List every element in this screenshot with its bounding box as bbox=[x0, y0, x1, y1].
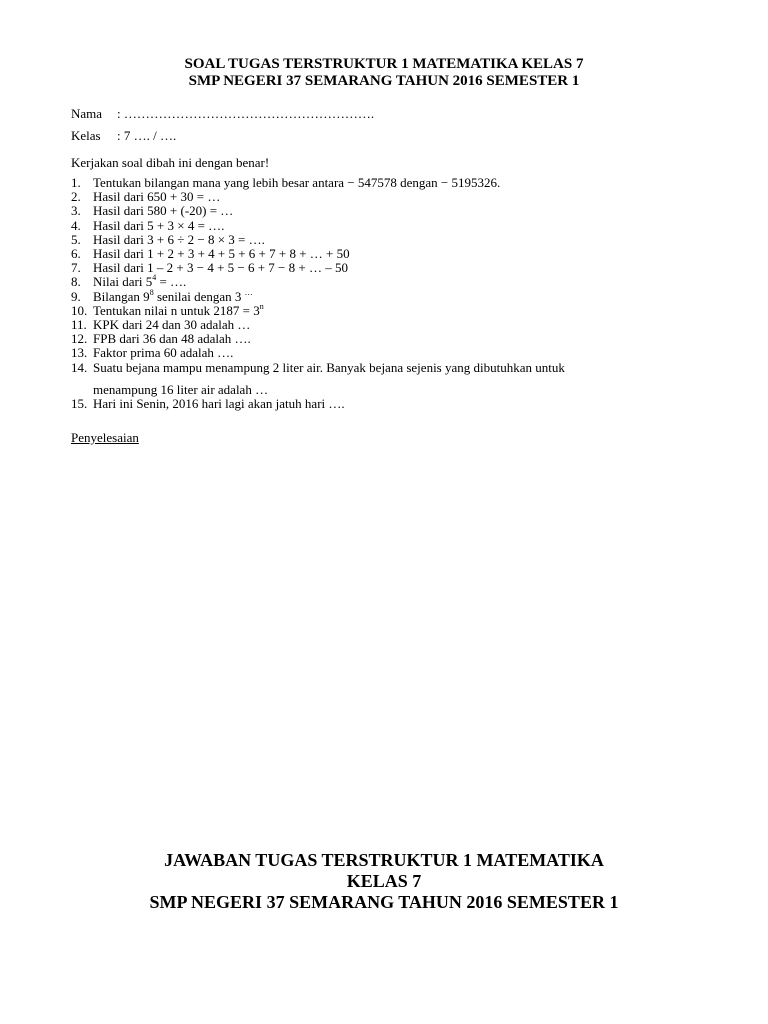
class-blank: : 7 …. / …. bbox=[117, 128, 177, 143]
question-text: Hasil dari 1 + 2 + 3 + 4 + 5 + 6 + 7 + 8 + … + 50 bbox=[93, 246, 350, 262]
question-text-line-2: menampung 16 liter air adalah … bbox=[93, 381, 269, 397]
question-number: 2. bbox=[71, 189, 81, 205]
question-text: Hasil dari 5 + 3 × 4 = …. bbox=[93, 217, 225, 233]
question-number: 9. bbox=[71, 288, 81, 304]
question-item bbox=[71, 247, 711, 261]
question-number: 7. bbox=[71, 260, 81, 276]
question-text bbox=[93, 301, 711, 318]
question-item bbox=[71, 233, 711, 247]
question-item bbox=[71, 176, 711, 190]
question-item bbox=[71, 219, 711, 233]
question-item bbox=[71, 301, 711, 318]
answer-title bbox=[0, 850, 768, 913]
class-label: Kelas bbox=[71, 128, 101, 143]
question-text: Faktor prima 60 adalah …. bbox=[93, 345, 234, 361]
question-text-part: senilai dengan 3 bbox=[153, 288, 245, 304]
question-item bbox=[71, 361, 711, 397]
answer-title-line-3: SMP NEGERI 37 SEMARANG TAHUN 2016 SEMESTER 1 bbox=[149, 892, 619, 912]
question-item bbox=[71, 204, 711, 218]
question-text: Hasil dari 580 + (-20) = … bbox=[93, 203, 234, 219]
question-text: Hasil dari 3 + 6 ÷ 2 − 8 × 3 = …. bbox=[93, 231, 265, 247]
question-number: 5. bbox=[71, 231, 81, 247]
question-number: 11. bbox=[71, 317, 87, 333]
answer-title-line-2: KELAS 7 bbox=[346, 871, 422, 891]
question-text bbox=[93, 287, 711, 304]
question-text bbox=[93, 361, 711, 397]
question-text: FPB dari 36 dan 48 adalah …. bbox=[93, 331, 251, 347]
question-item bbox=[71, 318, 711, 332]
question-text-part: Bilangan 9 bbox=[93, 288, 150, 304]
question-text-part: = …. bbox=[156, 274, 187, 290]
question-number: 6. bbox=[71, 246, 81, 262]
question-text: Tentukan bilangan mana yang lebih besar antara − 547578 dengan − 5195326. bbox=[93, 175, 501, 190]
answer-title-line-1: JAWABAN TUGAS TERSTRUKTUR 1 MATEMATIKA bbox=[164, 850, 604, 870]
question-text: KPK dari 24 dan 30 adalah … bbox=[93, 317, 251, 333]
name-field bbox=[71, 106, 374, 121]
question-number: 15. bbox=[71, 396, 88, 412]
question-item bbox=[71, 190, 711, 204]
name-blank: : …………………………………………………. bbox=[117, 106, 375, 121]
question-number: 3. bbox=[71, 203, 81, 219]
question-text bbox=[93, 275, 711, 289]
question-number: 14. bbox=[71, 359, 88, 375]
question-text-part: Nilai dari 5 bbox=[93, 274, 153, 290]
exponent: 4 bbox=[152, 273, 157, 283]
question-number: 13. bbox=[71, 345, 88, 361]
question-number: 8. bbox=[71, 274, 81, 290]
class-field bbox=[71, 128, 176, 143]
question-number: 12. bbox=[71, 331, 88, 347]
question-item bbox=[71, 346, 711, 360]
question-text-line-1: Suatu bejana mampu menampung 2 liter air. Banyak bejana sejenis yang dibutuhkan untuk bbox=[93, 359, 565, 375]
worksheet-title-line-2: SMP NEGERI 37 SEMARANG TAHUN 2016 SEMESTER 1 bbox=[188, 73, 580, 89]
question-text: Hasil dari 650 + 30 = … bbox=[93, 189, 221, 205]
question-number: 4. bbox=[71, 217, 81, 233]
question-item bbox=[71, 332, 711, 346]
exponent: 8 bbox=[149, 287, 154, 297]
question-list bbox=[71, 176, 711, 411]
worksheet-title-line-1: SOAL TUGAS TERSTRUKTUR 1 MATEMATIKA KELAS 7 bbox=[184, 56, 584, 72]
instruction-text: Kerjakan soal dibah ini dengan benar! bbox=[71, 155, 270, 170]
question-text: Hasil dari 1 – 2 + 3 − 4 + 5 − 6 + 7 − 8 + … – 50 bbox=[93, 260, 348, 276]
question-item bbox=[71, 397, 711, 411]
question-number: 10. bbox=[71, 302, 88, 318]
question-text-part: Tentukan nilai n untuk 2187 = 3 bbox=[93, 302, 260, 318]
exponent: n bbox=[259, 301, 264, 311]
question-item bbox=[71, 275, 711, 289]
exponent: … bbox=[244, 287, 253, 297]
question-number: 1. bbox=[71, 175, 81, 190]
question-item bbox=[71, 287, 711, 304]
question-text: Hari ini Senin, 2016 hari lagi akan jatuh hari …. bbox=[93, 396, 345, 412]
name-label: Nama bbox=[71, 106, 103, 121]
solution-heading: Penyelesaian bbox=[71, 430, 139, 445]
worksheet-title bbox=[0, 56, 768, 90]
